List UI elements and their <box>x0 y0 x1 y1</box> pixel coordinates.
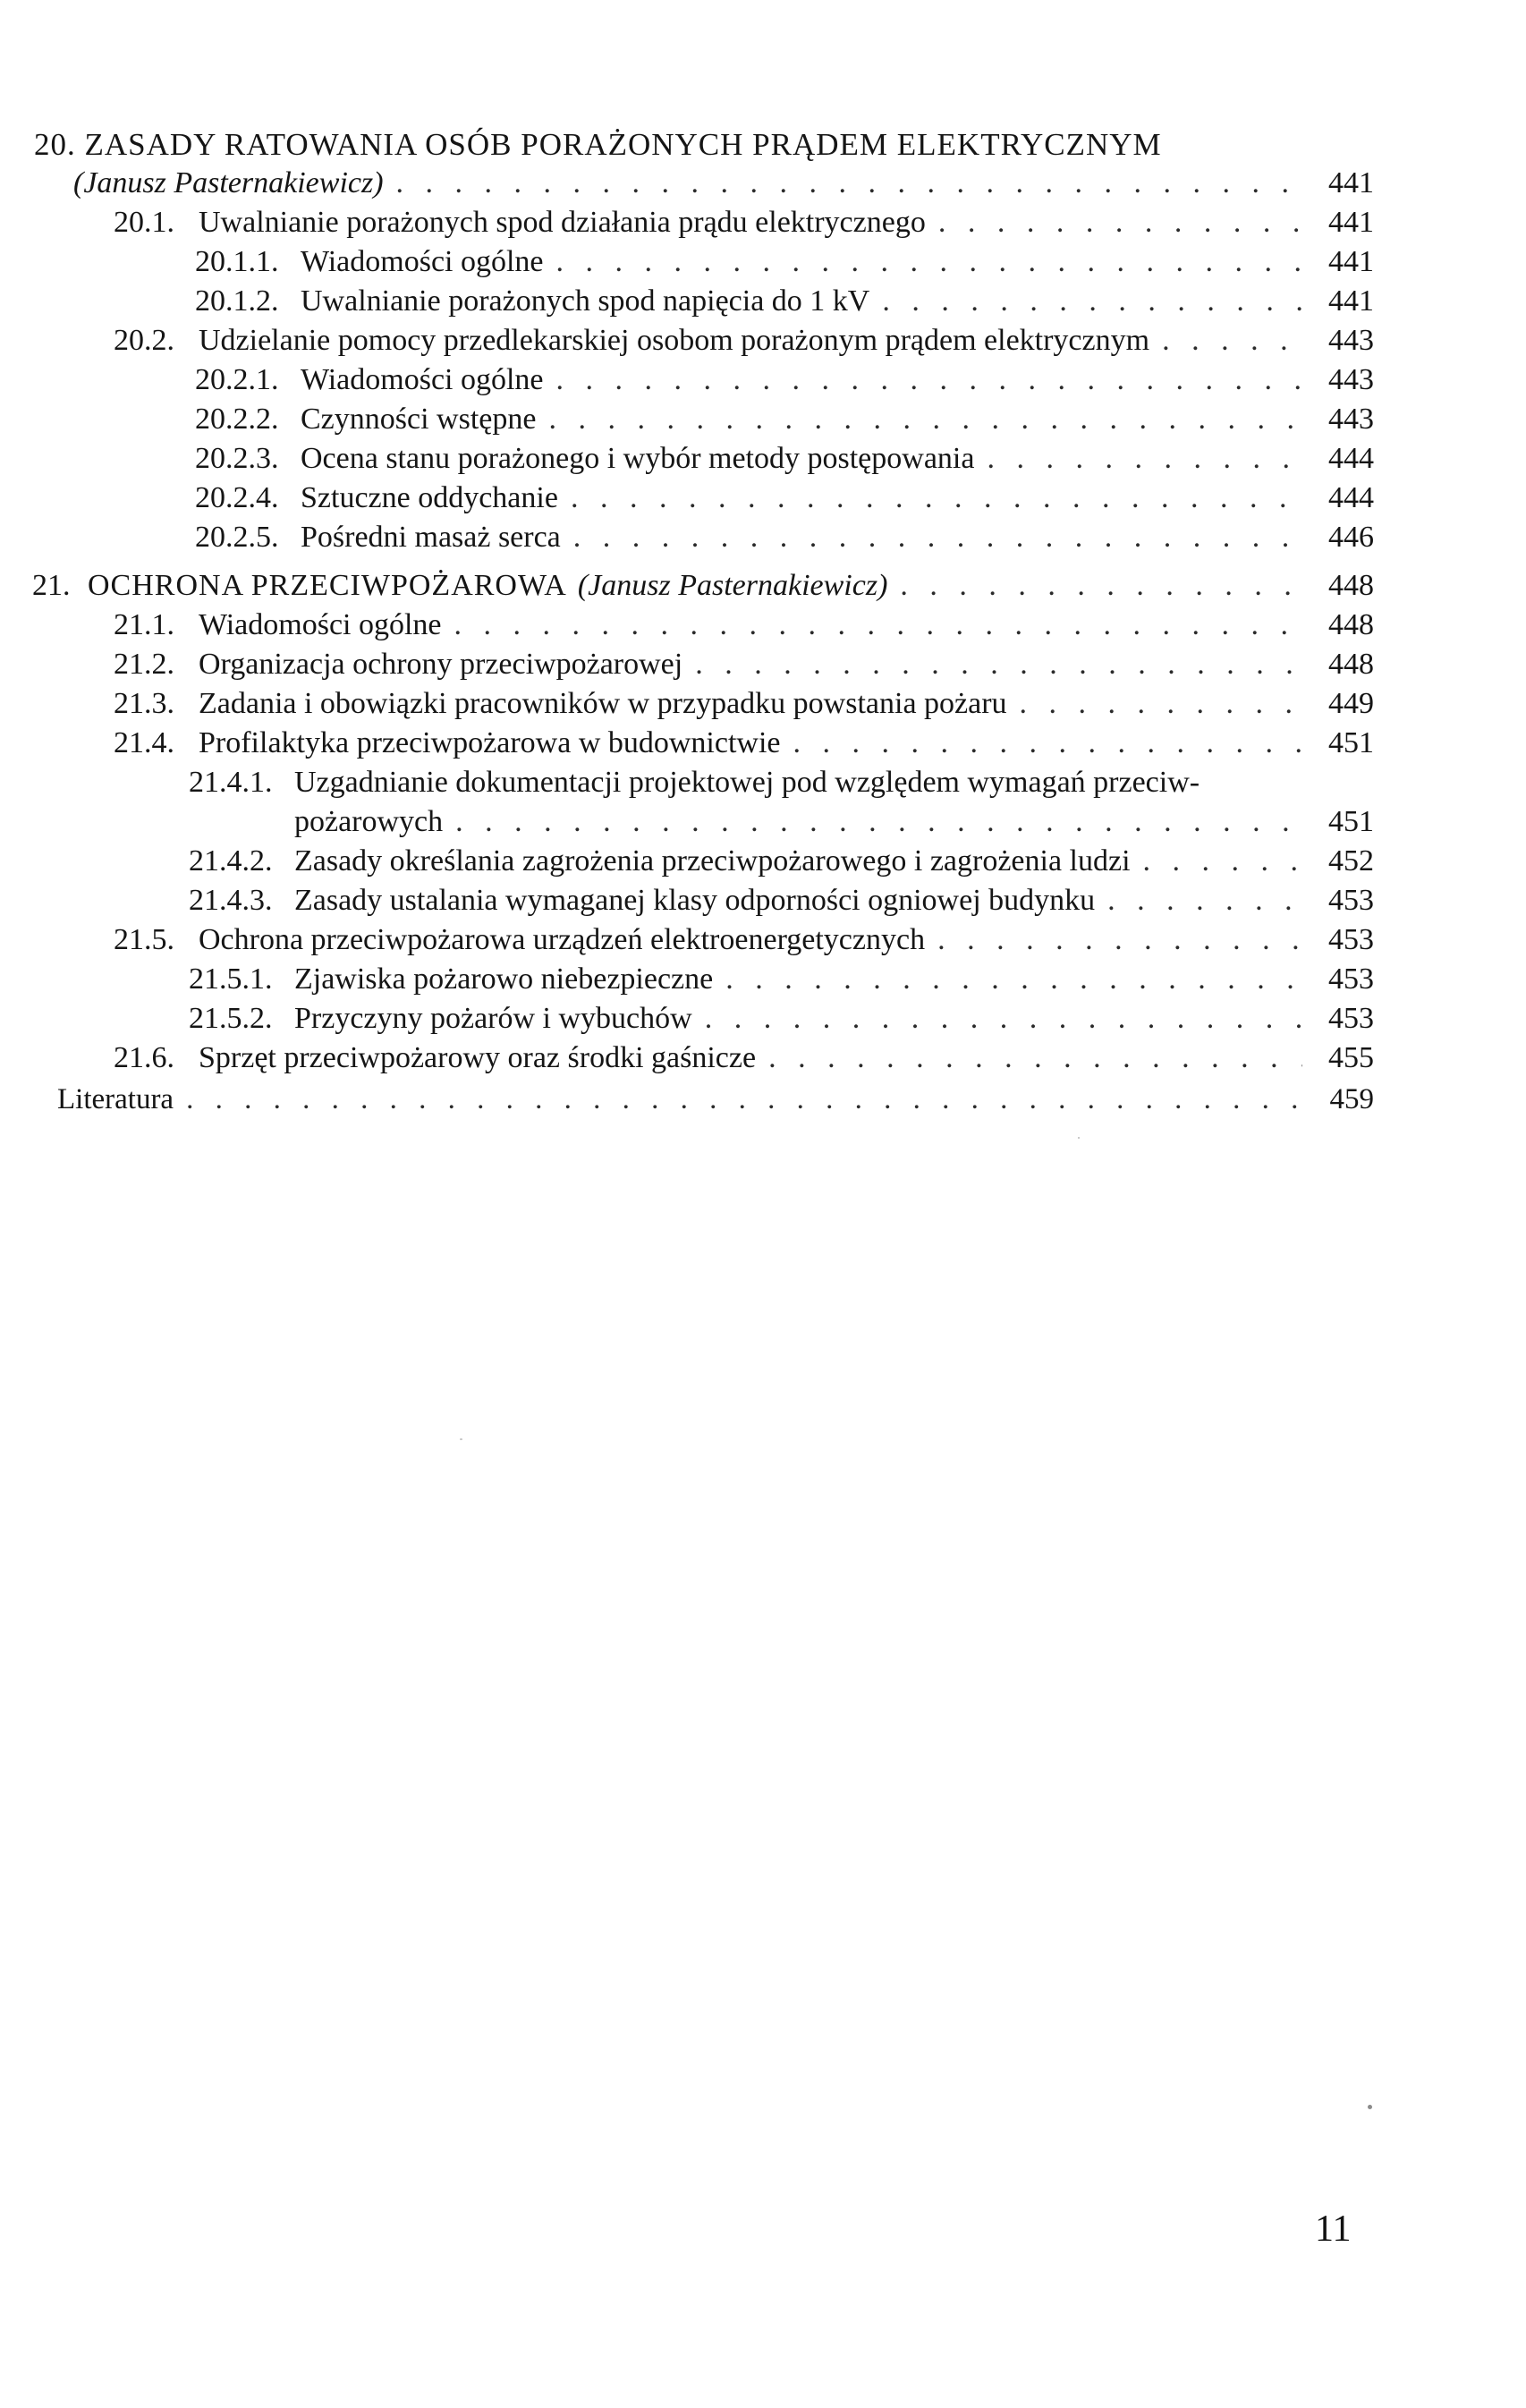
leader-dots <box>556 242 1302 282</box>
leader-dots <box>1162 321 1302 360</box>
toc-entry-20-1 <box>114 203 1374 242</box>
leader-dots <box>705 999 1302 1039</box>
chapter-20-author-entry <box>73 164 1374 203</box>
subsection-title: Zasady ustalania wymaganej klasy odporności ogniowej budynku <box>294 884 1096 917</box>
section-number: 21.3. <box>114 687 174 720</box>
scan-speck <box>460 1438 462 1440</box>
toc-entry-21-4-1-line-2 <box>294 802 1374 842</box>
subsection-title: Ocena stanu porażonego i wybór metody postępowania <box>301 442 975 475</box>
toc-entry-21-4-1-line-1 <box>189 763 1374 802</box>
toc-entry-21-5-1 <box>189 960 1374 999</box>
leader-dots <box>793 724 1303 763</box>
toc-entry-20-1-1 <box>195 242 1374 282</box>
chapter-20-author: (Janusz Pasternakiewicz) <box>73 166 384 199</box>
page-number: 443 <box>1328 403 1374 436</box>
page-number: 453 <box>1328 884 1374 917</box>
subsection-number: 20.2.4. <box>195 481 279 514</box>
page-number: 448 <box>1328 608 1374 641</box>
page-number: 441 <box>1328 206 1374 239</box>
leader-dots <box>900 566 1302 606</box>
section-number: 20.2. <box>114 324 174 357</box>
leader-dots <box>1107 881 1302 920</box>
leader-dots <box>768 1039 1302 1078</box>
toc-entry-20-2-3 <box>195 439 1374 479</box>
page-number: 443 <box>1328 324 1374 357</box>
page-number: 451 <box>1328 726 1374 759</box>
page-number: 441 <box>1328 284 1374 318</box>
toc-entry-20-2-1 <box>195 360 1374 400</box>
leader-dots <box>556 360 1302 400</box>
subsection-number: 20.2.2. <box>195 403 279 436</box>
page-number: 443 <box>1328 363 1374 396</box>
section-number: 21.5. <box>114 923 174 956</box>
toc-entry-20-2-5 <box>195 518 1374 557</box>
scan-speck <box>1078 1137 1080 1139</box>
toc-entry-literatura <box>57 1080 1374 1119</box>
toc-entry-20-2-2 <box>195 400 1374 439</box>
subsection-number: 20.1.1. <box>195 245 279 278</box>
toc-entry-20-2-4 <box>195 479 1374 518</box>
subsection-title: Zasady określania zagrożenia przeciwpożarowego i zagrożenia ludzi <box>294 844 1131 878</box>
leader-dots <box>186 1080 1302 1119</box>
subsection-title-line-2: pożarowych <box>294 805 444 838</box>
page-number: 453 <box>1328 962 1374 996</box>
toc-entry-21-2 <box>114 645 1374 684</box>
subsection-number: 20.1.2. <box>195 284 279 318</box>
toc-entry-21-4-3 <box>189 881 1374 920</box>
toc-entry-21-6 <box>114 1039 1374 1078</box>
page-number: 441 <box>1328 245 1374 278</box>
page-number: 455 <box>1328 1041 1374 1074</box>
toc-entry-21-3 <box>114 684 1374 724</box>
leader-dots <box>695 645 1302 684</box>
page-number: 451 <box>1328 805 1374 838</box>
section-title: Uwalnianie porażonych spod działania prądu elektrycznego <box>199 206 926 239</box>
leader-dots <box>1020 684 1302 724</box>
leader-dots <box>454 606 1302 645</box>
leader-dots <box>938 203 1302 242</box>
page-number: 448 <box>1328 648 1374 681</box>
toc-entry-21-4-2 <box>189 842 1374 881</box>
chapter-20-heading <box>34 125 1374 165</box>
toc-entry-chapter-21 <box>32 566 1374 606</box>
subsection-title: Uwalnianie porażonych spod napięcia do 1 kV <box>301 284 870 318</box>
section-number: 21.6. <box>114 1041 174 1074</box>
page-number: 449 <box>1328 687 1374 720</box>
chapter-21-author: (Janusz Pasternakiewicz) <box>577 569 888 602</box>
chapter-20-page: 441 <box>1328 166 1374 199</box>
subsection-number: 21.4.1. <box>189 766 273 799</box>
leader-dots <box>571 479 1302 518</box>
page-number: 444 <box>1328 442 1374 475</box>
subsection-number: 21.4.2. <box>189 844 273 878</box>
subsection-title: Przyczyny pożarów i wybuchów <box>294 1002 692 1035</box>
leader-dots <box>548 400 1302 439</box>
literature-page: 459 <box>1329 1083 1374 1115</box>
leader-dots <box>937 920 1302 960</box>
section-title: Wiadomości ogólne <box>199 608 442 641</box>
leader-dots <box>455 802 1302 842</box>
subsection-number: 21.5.1. <box>189 962 273 996</box>
subsection-title: Zjawiska pożarowo niebezpieczne <box>294 962 714 996</box>
toc-entry-21-4 <box>114 724 1374 763</box>
section-number: 21.1. <box>114 608 174 641</box>
footer-page-number: 11 <box>1315 2209 1352 2250</box>
subsection-number: 21.4.3. <box>189 884 273 917</box>
literature-title: Literatura <box>57 1083 174 1115</box>
subsection-title: Sztuczne oddychanie <box>301 481 558 514</box>
page-number: 444 <box>1328 481 1374 514</box>
chapter-21-title: OCHRONA PRZECIWPOŻAROWA <box>88 569 567 602</box>
chapter-21-page: 448 <box>1328 569 1374 602</box>
toc-entry-20-2 <box>114 321 1374 360</box>
section-title: Zadania i obowiązki pracowników w przypadku powstania pożaru <box>199 687 1007 720</box>
subsection-title: Pośredni masaż serca <box>301 521 561 554</box>
section-number: 21.2. <box>114 648 174 681</box>
leader-dots <box>573 518 1302 557</box>
subsection-title-line-1: Uzgadnianie dokumentacji projektowej pod względem wymagań przeciw- <box>294 766 1200 799</box>
leader-dots <box>725 960 1302 999</box>
subsection-title: Czynności wstępne <box>301 403 537 436</box>
toc-entry-21-5-2 <box>189 999 1374 1039</box>
leader-dots <box>1143 842 1302 881</box>
chapter-20-number: 20. <box>34 127 76 162</box>
page-number: 446 <box>1328 521 1374 554</box>
subsection-number: 21.5.2. <box>189 1002 273 1035</box>
section-number: 20.1. <box>114 206 174 239</box>
toc-entry-21-5 <box>114 920 1374 960</box>
leader-dots <box>882 282 1302 321</box>
leader-dots <box>396 164 1302 203</box>
toc-entry-21-1 <box>114 606 1374 645</box>
subsection-number: 20.2.5. <box>195 521 279 554</box>
chapter-20-title: ZASADY RATOWANIA OSÓB PORAŻONYCH PRĄDEM ELEKTRYCZNYM <box>84 127 1162 162</box>
subsection-number: 20.2.3. <box>195 442 279 475</box>
chapter-21-number: 21. <box>32 569 71 602</box>
section-title: Organizacja ochrony przeciwpożarowej <box>199 648 683 681</box>
section-title: Sprzęt przeciwpożarowy oraz środki gaśnicze <box>199 1041 757 1074</box>
section-title: Udzielanie pomocy przedlekarskiej osobom porażonym prądem elektrycznym <box>199 324 1150 357</box>
page-number: 452 <box>1328 844 1374 878</box>
section-title: Ochrona przeciwpożarowa urządzeń elektroenergetycznych <box>199 923 926 956</box>
page-number: 453 <box>1328 923 1374 956</box>
subsection-title: Wiadomości ogólne <box>301 245 544 278</box>
toc-entry-20-1-2 <box>195 282 1374 321</box>
subsection-number: 20.2.1. <box>195 363 279 396</box>
scan-speck <box>1368 2105 1372 2109</box>
section-title: Profilaktyka przeciwpożarowa w budownictwie <box>199 726 781 759</box>
page-number: 453 <box>1328 1002 1374 1035</box>
section-number: 21.4. <box>114 726 174 759</box>
leader-dots <box>987 439 1302 479</box>
subsection-title: Wiadomości ogólne <box>301 363 544 396</box>
